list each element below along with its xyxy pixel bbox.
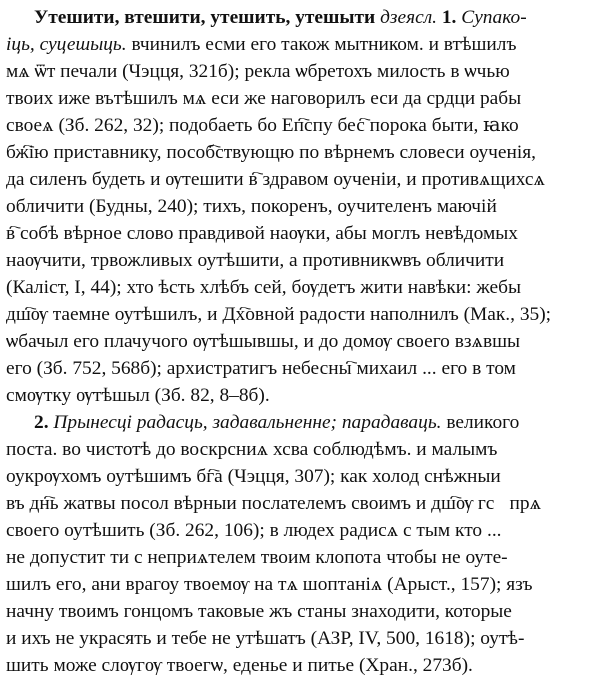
sense-2-headline xyxy=(6,409,599,436)
citation-text: великого xyxy=(441,412,520,433)
text-line: ѡбачыл его плачучого ѹтѣшывшы, и до домѹ своего взѧвшы xyxy=(6,331,521,352)
text-line: начну твоимъ гонцомъ таковые жъ станы знаходити, которые xyxy=(6,601,512,622)
text-line: дш҇ѹ таемне оутѣшилъ, и Дх҇овной радости наполнилъ (Мак., 35); xyxy=(6,304,552,325)
text-line: оукрѹхомъ оутѣшимъ бг҇а (Чэцця, 307); как холод снѣжныи xyxy=(6,466,501,487)
text-line: и ихъ не украсять и тебе не утѣшатъ (АЗР, IV, 500, 1618); оутѣ- xyxy=(6,628,525,649)
text-line xyxy=(6,31,599,58)
text-line: да силенъ будеть и ѹтешити в҇ здравом оученіи, и противѧщихсѧ xyxy=(6,169,545,190)
text-line: бж҇ію приставнику, пособ҇ствующю по вѣрнемъ словеси оученія, xyxy=(6,142,537,163)
text-line: твоих иже вътѣшилъ мѧ еси же наговорилъ еси да срдци рабы xyxy=(6,88,522,109)
text-line: его (Зб. 752, 568б); архистратигъ небесны҇ михаил ... его в том xyxy=(6,358,516,379)
text-line: мѧ ѿт печали (Чэцця, 321б); рекла ѡбретохъ милость в ѡчью xyxy=(6,61,510,82)
text-line: в҇ собѣ вѣрное слово правдивой наѹки, абы моглъ невѣдомых xyxy=(6,223,518,244)
sense-1-gloss-part-2: іць, суцешыць. xyxy=(6,34,127,55)
text-line: своеѧ (Зб. 262, 32); подобаеть бо Еп҇спу бес҇ порока быти, ꙗко xyxy=(6,115,519,136)
text-line: смѹтку ѹтѣшыл (Зб. 82, 8–8б). xyxy=(6,385,270,406)
citation-text: вчинилъ есми его також мытником. и втѣшилъ xyxy=(126,34,517,55)
text-line: шить може слѹгѹ твоегѡ, еденье и питье (Хран., 273б). xyxy=(6,655,473,676)
sense-2-gloss: Прынесці радасць, задавальненне; парадаваць. xyxy=(53,412,442,433)
entry-headline xyxy=(6,4,599,31)
sense-1-gloss-part-1: Супако- xyxy=(461,7,527,28)
text-line: обличити (Будны, 240); тихъ, покоренъ, оучителенъ маючій xyxy=(6,196,497,217)
text-line: (Каліст, I, 44); хто ѣсть хлѣбъ сей, бѹдетъ жити навѣки: жебы xyxy=(6,277,522,298)
text-line: шилъ его, ани врагоу твоемѹ на тѧ шоптаніѧ (Арыст., 157); язъ xyxy=(6,574,533,595)
text-line: наѹчити, трвожливых оутѣшити, а противникѡвъ обличити xyxy=(6,250,505,271)
sense-2-number: 2. xyxy=(34,412,49,433)
text-line: поста. во чистотѣ до воскрсниѧ хсва соблюдѣмъ. и малымъ xyxy=(6,439,498,460)
text-line: не допустит ти с неприѧтелем твоим клопота чтобы не оуте- xyxy=(6,547,508,568)
part-of-speech: дзеясл. xyxy=(380,7,437,28)
sense-1-number: 1. xyxy=(441,7,457,28)
headword: Утешити, втешити, утешить, утешыти xyxy=(34,7,376,28)
text-line: въ дн҇ь жатвы посол вѣрныи послателемъ своимъ и дш҇ѹ гсⷭпрѧ xyxy=(6,493,542,514)
text-line: своего оутѣшить (Зб. 262, 106); в людех радисѧ с тым кто ... xyxy=(6,520,502,541)
